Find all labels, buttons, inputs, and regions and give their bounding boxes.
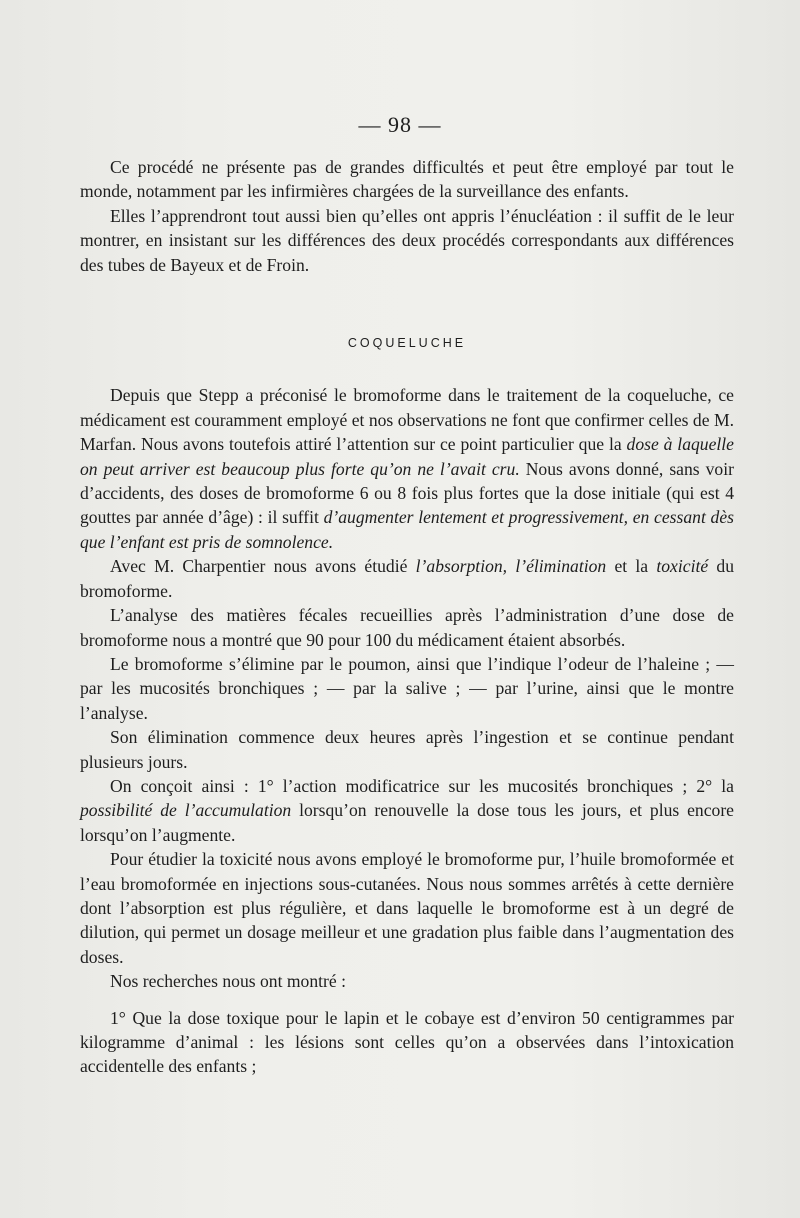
page-number: — 98 — xyxy=(358,112,442,137)
paragraph-4-text-e: du bromoforme. xyxy=(80,556,734,601)
paragraph-3-italic-d: d’augmenter lentement et progressivement, en cessant dès que l’enfant est pris de somnolence. xyxy=(80,507,734,552)
paragraph-2: Elles l’apprendront tout aussi bien qu’elles ont appris l’énucléation : il suffit de le leur montrer, en insistant sur les différences des deux procédés correspondants aux différences des tubes de Bayeux et de Froin. xyxy=(80,205,734,275)
paragraph-6: Le bromoforme s’élimine par le poumon, ainsi que l’indique l’odeur de l’haleine ; — par les mucosités bronchiques ; — par la salive ; — par l’urine, ainsi que le montre l’analyse. xyxy=(80,653,734,723)
paragraph-11: 1° Que la dose toxique pour le lapin et le cobaye est d’environ 50 centigrammes par kilogramme d’animal : les lésions sont celles qu’on a observées dans l’intoxication accidentelle des enfants ; xyxy=(80,1007,734,1077)
page-body xyxy=(80,155,734,1079)
paragraph-9: Pour étudier la toxicité nous avons employé le bromoforme pur, l’huile bromoformée et l’eau bromoformée en injections sous-cutanées. Nous nous sommes arrêtés à cette dernière dont l’absorption est plus régulière, et dans laquelle le bromoforme est à un degré de dilution, qui permet un dosage meilleur et une gradation plus faible dans l’augmentation des doses. xyxy=(80,849,734,967)
paragraph-4-italic-b: l’absorption, l’élimination xyxy=(415,556,607,577)
paragraph-4-text-c: et la xyxy=(606,556,657,577)
paragraph-4-text-a: Avec M. Charpentier nous avons étudié xyxy=(110,556,416,577)
paragraph-8-text-c: lorsqu’on renouvelle la dose tous les jours, et plus encore lorsqu’on l’augmente. xyxy=(80,800,734,845)
paragraph-1: Ce procédé ne présente pas de grandes difficultés et peut être employé par tout le monde, notamment par les infirmières chargées de la surveillance des enfants. xyxy=(80,157,734,202)
paragraph-4 xyxy=(80,554,734,603)
paragraph-3-italic-b: dose à laquelle on peut arriver est beaucoup plus forte qu’on ne l’avait cru. xyxy=(80,434,734,479)
paragraph-5: L’analyse des matières fécales recueillies après l’administration d’une dose de bromoforme nous a montré que 90 pour 100 du médicament étaient absorbés. xyxy=(80,605,734,650)
paragraph-3 xyxy=(80,383,734,554)
paragraph-8-text-a: On conçoit ainsi : 1° l’action modificatrice sur les mucosités bronchiques ; 2° la xyxy=(110,775,734,796)
paragraph-7: Son élimination commence deux heures après l’ingestion et se continue pendant plusieurs jours. xyxy=(80,727,734,772)
paragraph-8-italic-b: possibilité de l’accumulation xyxy=(80,800,292,821)
paragraph-3-text-c: Nous avons donné, sans voir d’accidents, des doses de bromoforme 6 ou 8 fois plus fortes que la dose initiale (qui est 4 gouttes par année d’âge) : il suffit xyxy=(80,458,734,528)
paragraph-10: Nos recherches nous ont montré : xyxy=(110,971,346,992)
paragraph-4-italic-d: toxicité xyxy=(656,556,709,577)
section-heading: COQUELUCHE xyxy=(347,336,467,351)
paragraph-3-text-a: Depuis que Stepp a préconisé le bromoforme dans le traitement de la coqueluche, ce médicament est couramment employé et nos observations ne font que confirmer celles de M. Marfan. Nous avons toutefois attiré l’attention sur ce point particulier que la xyxy=(80,385,734,455)
paragraph-8 xyxy=(80,774,734,847)
